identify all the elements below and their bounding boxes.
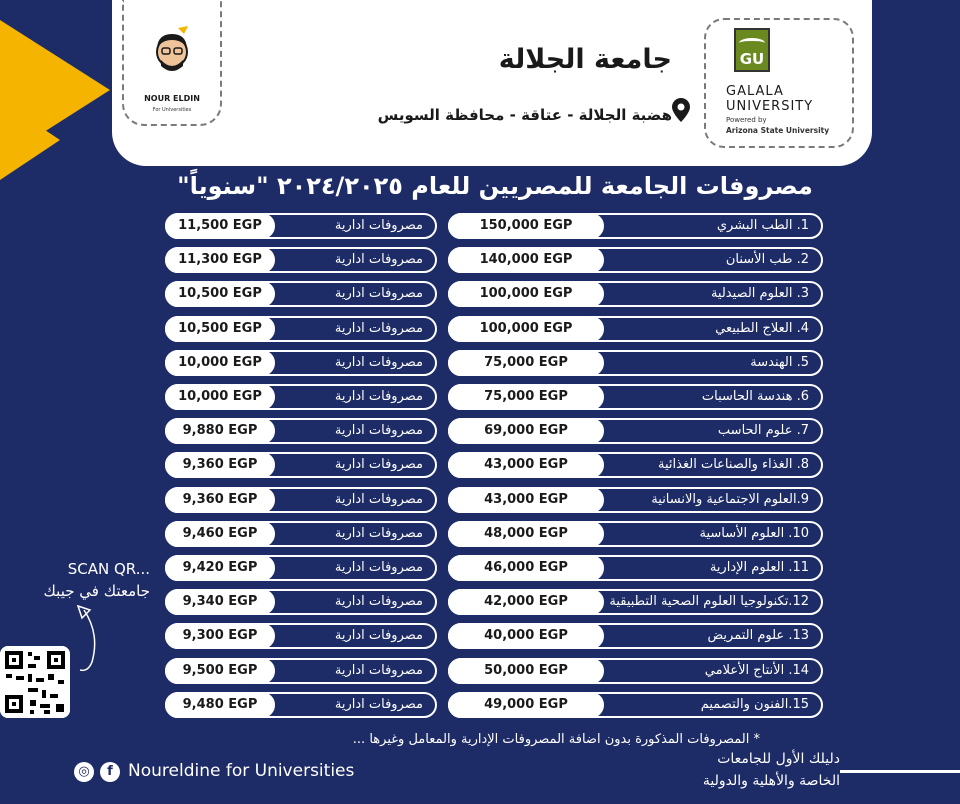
fee-row [0,487,960,513]
program-label: 7. علوم الحاسب [448,418,823,444]
program-label: 2. طب الأسنان [448,247,823,273]
program-fee: 100,000 EGP [448,281,604,307]
fee-row [0,623,960,649]
facebook-icon[interactable]: f [100,762,120,782]
fee-row [0,213,960,239]
brand-logo [122,0,222,126]
admin-fee-label: مصروفات ادارية [165,452,437,478]
fee-row [0,384,960,410]
powered-by: Powered by [726,116,767,124]
brand-sub: For Universities [152,107,192,113]
fee-row [0,281,960,307]
program-fee: 49,000 EGP [448,692,604,718]
fee-row [0,692,960,718]
university-logo [704,18,854,148]
admin-fee-label: مصروفات ادارية [165,384,437,410]
scan-qr-label: SCAN QR... جامعتك في جيبك [43,560,150,600]
program-label: 3. العلوم الصيدلية [448,281,823,307]
program-fee: 42,000 EGP [448,589,604,615]
program-label: 13. علوم التمريض [448,623,823,649]
admin-fee-value: 10,500 EGP [165,281,275,307]
gu-mark: GU [734,28,770,72]
program-label: 4. العلاج الطبيعي [448,316,823,342]
social-handle: Noureldine for Universities [128,761,355,781]
admin-fee-label: مصروفات ادارية [165,521,437,547]
program-label: 5. الهندسة [448,350,823,376]
admin-fee-value: 9,500 EGP [165,658,275,684]
program-fee: 75,000 EGP [448,384,604,410]
program-label: 8. الغذاء والصناعات الغذائية [448,452,823,478]
admin-fee-label: مصروفات ادارية [165,555,437,581]
fee-row [0,418,960,444]
program-label: 11. العلوم الإدارية [448,555,823,581]
footer-tagline: دليلك الأول للجامعات الخاصة والأهلية والدولية [702,751,840,789]
program-fee: 48,000 EGP [448,521,604,547]
program-fee: 140,000 EGP [448,247,604,273]
admin-fee-label: مصروفات ادارية [165,247,437,273]
admin-fee-value: 9,360 EGP [165,452,275,478]
program-fee: 43,000 EGP [448,452,604,478]
accent-triangle-small [0,100,60,180]
footnote: * المصروفات المذكورة بدون اضافة المصروفات الإدارية والمعامل وغيرها ... [352,732,760,747]
qr-code[interactable] [0,646,70,718]
program-label: 14. الأنتاج الأعلامي [448,658,823,684]
admin-fee-value: 9,880 EGP [165,418,275,444]
admin-fee-value: 9,300 EGP [165,623,275,649]
program-label: 6. هندسة الحاسبات [448,384,823,410]
admin-fee-value: 9,480 EGP [165,692,275,718]
fee-row [0,350,960,376]
partner-name: Arizona State University [726,126,830,135]
program-fee: 100,000 EGP [448,316,604,342]
admin-fee-label: مصروفات ادارية [165,418,437,444]
fee-row [0,316,960,342]
header-card [112,0,872,166]
admin-fee-value: 10,500 EGP [165,316,275,342]
admin-fee-value: 9,460 EGP [165,521,275,547]
program-fee: 46,000 EGP [448,555,604,581]
brand-name: NOUR ELDIN [144,94,200,103]
admin-fee-label: مصروفات ادارية [165,350,437,376]
university-location: هضبة الجلالة - عتاقة - محافظة السويس [377,106,672,124]
program-label: 15.الفنون والتصميم [448,692,823,718]
location-pin-icon [672,98,690,122]
program-fee: 40,000 EGP [448,623,604,649]
university-logo-name: GALALA UNIVERSITY [726,84,814,114]
admin-fee-value: 11,500 EGP [165,213,275,239]
avatar [148,26,196,80]
admin-fee-label: مصروفات ادارية [165,658,437,684]
program-label: 10. العلوم الأساسية [448,521,823,547]
admin-fee-label: مصروفات ادارية [165,692,437,718]
program-fee: 75,000 EGP [448,350,604,376]
program-fee: 50,000 EGP [448,658,604,684]
arrow-icon [66,604,106,676]
university-title: جامعة الجلالة [498,44,672,75]
program-label: 9.العلوم الاجتماعية والانسانية [448,487,823,513]
fee-row [0,521,960,547]
program-fee: 43,000 EGP [448,487,604,513]
footer-divider [840,770,960,773]
program-label: 1. الطب البشري [448,213,823,239]
admin-fee-value: 9,340 EGP [165,589,275,615]
admin-fee-label: مصروفات ادارية [165,487,437,513]
program-label: 12.تكنولوجيا العلوم الصحية التطبيقية [448,589,823,615]
admin-fee-value: 11,300 EGP [165,247,275,273]
admin-fee-value: 9,360 EGP [165,487,275,513]
program-fee: 150,000 EGP [448,213,604,239]
page-title: مصروفات الجامعة للمصريين للعام ٢٠٢٤/٢٠٢٥ "سنوياً" [177,172,813,200]
admin-fee-label: مصروفات ادارية [165,316,437,342]
admin-fee-label: مصروفات ادارية [165,623,437,649]
fee-row [0,247,960,273]
admin-fee-value: 9,420 EGP [165,555,275,581]
instagram-icon[interactable]: ◎ [74,762,94,782]
admin-fee-label: مصروفات ادارية [165,589,437,615]
fee-row [0,658,960,684]
admin-fee-value: 10,000 EGP [165,384,275,410]
admin-fee-value: 10,000 EGP [165,350,275,376]
admin-fee-label: مصروفات ادارية [165,213,437,239]
fee-row [0,452,960,478]
admin-fee-label: مصروفات ادارية [165,281,437,307]
program-fee: 69,000 EGP [448,418,604,444]
